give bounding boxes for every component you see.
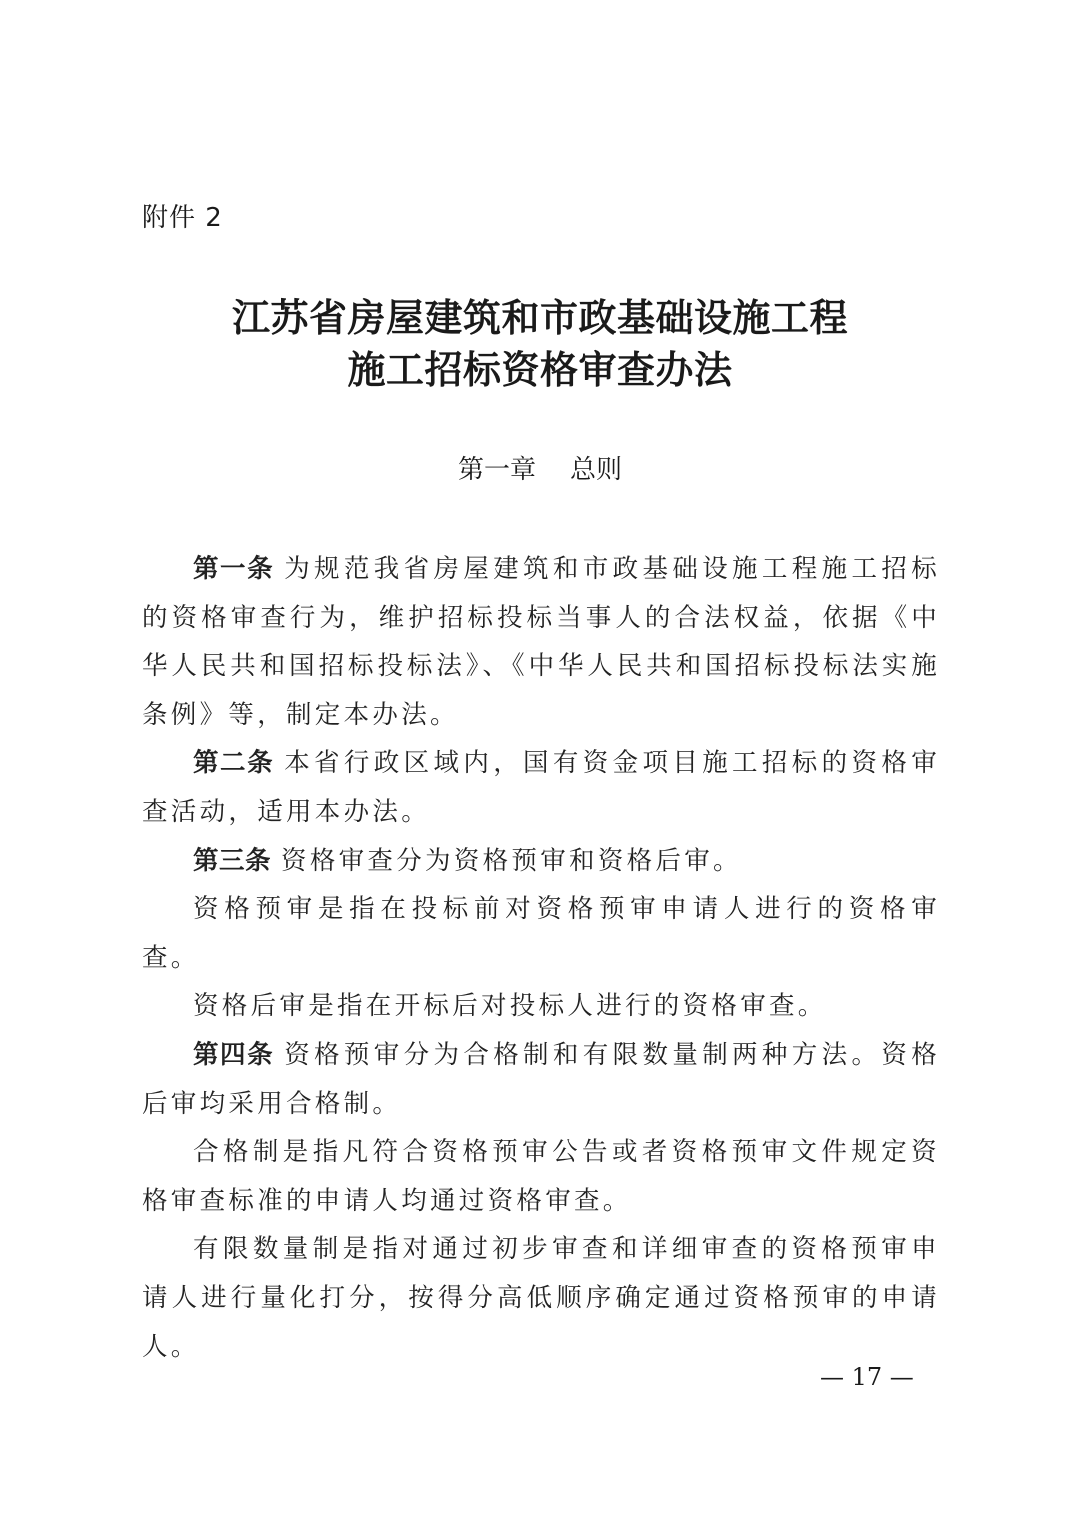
paragraph: [142, 545, 940, 739]
body-text: [142, 545, 940, 1371]
paragraph: [142, 837, 940, 886]
paragraph-text: 资格审查分为资格预审和资格后审。: [281, 845, 742, 876]
paragraph-text: 本省行政区域内，国有资金项目施工招标的资格审查活动，适用本办法。: [142, 748, 940, 827]
paragraph-text: 合格制是指凡符合资格预审公告或者资格预审文件规定资格审查标准的申请人均通过资格审查。: [142, 1137, 940, 1216]
page-number: — 17 —: [820, 1363, 914, 1391]
paragraph-text: 资格预审是指在投标前对资格预审申请人进行的资格审查。: [142, 894, 940, 973]
paragraph-text: 有限数量制是指对通过初步审查和详细审查的资格预审申请人进行量化打分，按得分高低顺序确定通过资格预审的申请人。: [142, 1234, 940, 1362]
paragraph-text: 资格预审分为合格制和有限数量制两种方法。资格后审均采用合格制。: [142, 1039, 940, 1119]
chapter-name: 总则: [570, 455, 623, 485]
paragraph: [142, 1128, 940, 1225]
paragraph: [142, 1031, 940, 1128]
article-number: 第三条: [193, 845, 272, 876]
document-title-line-1: 江苏省房屋建筑和市政基础设施工程: [231, 295, 848, 340]
chapter-number: 第一章: [457, 455, 536, 485]
paragraph: [142, 1225, 940, 1371]
article-number: 第四条: [193, 1039, 275, 1070]
paragraph-text: 为规范我省房屋建筑和市政基础设施工程施工招标的资格审查行为，维护招标投标当事人的合法权益，依据《中华人民共和国招标投标法》、《中华人民共和国招标投标法实施条例》等，制定本办法。: [142, 554, 940, 730]
attachment-label: 附件 2: [142, 203, 223, 233]
paragraph: [142, 982, 940, 1031]
chapter-heading: [0, 448, 1080, 492]
document-title-line-2: 施工招标资格审查办法: [347, 347, 733, 392]
paragraph: [142, 885, 940, 982]
paragraph-text: 资格后审是指在开标后对投标人进行的资格审查。: [193, 991, 827, 1022]
article-number: 第二条: [193, 748, 275, 779]
paragraph: [142, 739, 940, 836]
article-number: 第一条: [193, 554, 275, 584]
